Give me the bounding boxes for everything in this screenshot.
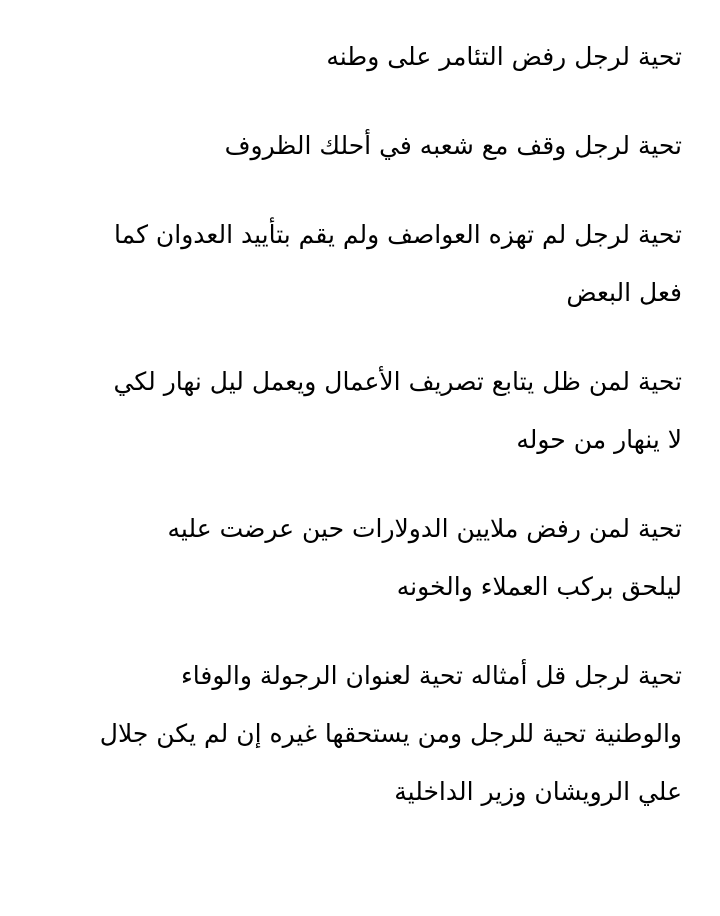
- text-line: تحية لمن ظل يتابع تصريف الأعمال ويعمل ليل نهار لكي: [113, 367, 682, 396]
- paragraph-5: [38, 500, 682, 616]
- text-line: تحية لرجل لم تهزه العواصف ولم يقم بتأييد العدوان كما: [114, 220, 682, 249]
- text-line: فعل البعض: [566, 278, 682, 307]
- text-line: لا ينهار من حوله: [516, 425, 682, 454]
- text-line: تحية لرجل رفض التئامر على وطنه: [326, 42, 682, 71]
- paragraph-2: [38, 117, 682, 175]
- paragraph-gap: [38, 469, 682, 500]
- text-line: تحية لمن رفض ملايين الدولارات حين عرضت عليه: [167, 514, 682, 543]
- paragraph-gap: [38, 175, 682, 206]
- text-line: والوطنية تحية للرجل ومن يستحقها غيره إن لم يكن جلال: [99, 719, 682, 748]
- text-line: تحية لرجل قل أمثاله تحية لعنوان الرجولة والوفاء: [181, 661, 682, 690]
- paragraph-gap: [38, 86, 682, 117]
- paragraph-4: [38, 353, 682, 469]
- text-line: تحية لرجل وقف مع شعبه في أحلك الظروف: [224, 131, 682, 160]
- paragraph-6: [38, 647, 682, 821]
- document-text: [38, 28, 682, 821]
- text-line: علي الرويشان وزير الداخلية: [394, 777, 682, 806]
- paragraph-gap: [38, 322, 682, 353]
- paragraph-1: [38, 28, 682, 86]
- paragraph-3: [38, 206, 682, 322]
- text-line: ليلحق بركب العملاء والخونه: [396, 572, 682, 601]
- paragraph-gap: [38, 616, 682, 647]
